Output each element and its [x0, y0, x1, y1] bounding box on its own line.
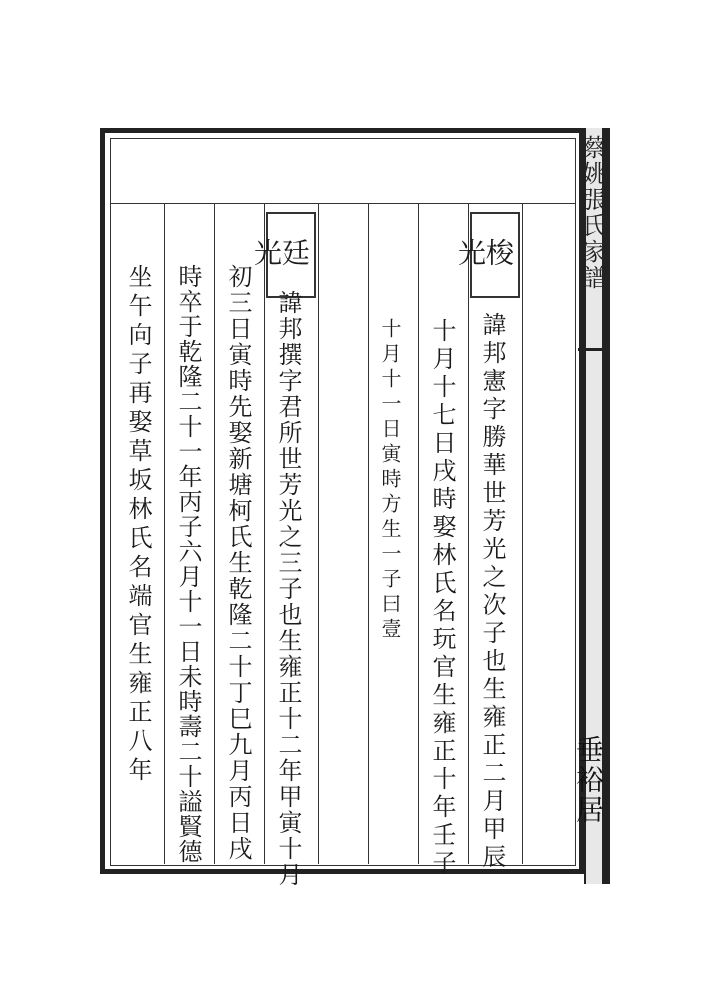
column-rule [264, 204, 265, 864]
column-rule [318, 204, 319, 864]
entry-text-line: 坐午向子再娶草坂林氏名端官生雍正八年 [124, 264, 152, 786]
column-rule [164, 204, 165, 864]
entry-name-box: 梭光 [470, 212, 520, 298]
entry-text-line: 十月十一日寅時方生一子曰壹 [378, 318, 402, 643]
entry-text-line: 諱邦憲字勝華世芳光之次子也生雍正二月甲辰 [478, 312, 506, 872]
entry-text-line: 初三日寅時先娶新塘柯氏生乾隆二十丁巳九月丙日戌 [224, 264, 252, 862]
entry-name-box: 廷光 [266, 212, 316, 298]
column-rule [368, 204, 369, 864]
spine-footer: 垂裕居 [572, 735, 605, 825]
entry-text-line: 時卒于乾隆二十一年丙子六月十一日未時壽二十謚賢德 [174, 264, 202, 864]
fishtail-mark [578, 348, 602, 365]
column-rule [468, 204, 469, 864]
column-rule [418, 204, 419, 864]
column-rule [522, 204, 523, 864]
header-divider [111, 203, 575, 204]
spine-title: 蔡姚張氏家譜 [578, 135, 606, 291]
column-rule [214, 204, 215, 864]
entry-text-line: 諱邦撰字君所世芳光之三子也生雍正十二年甲寅十月 [274, 290, 302, 888]
entry-text-line: 十月十七日戌時娶林氏名玩官生雍正十年壬子 [428, 318, 456, 878]
